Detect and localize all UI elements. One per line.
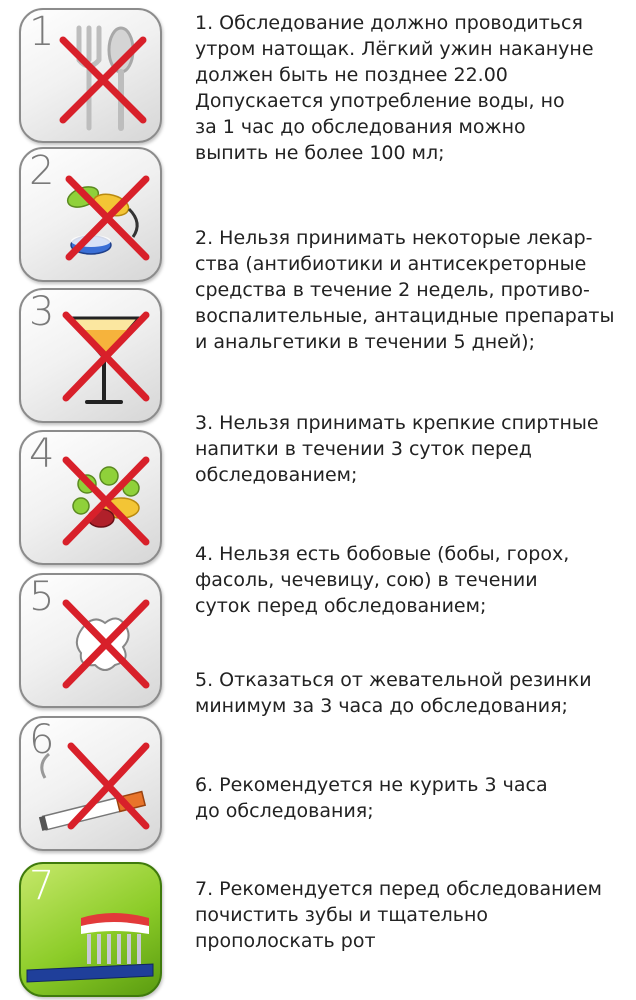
toothbrush-icon [19,862,162,997]
step-number: 4 [29,431,55,477]
instruction-line: Допускается употребление воды, но [195,90,565,112]
instruction-line: 2. Нельзя принимать некоторые лекар- [195,227,593,249]
instruction-line: выпить не более 100 мл; [195,142,445,164]
instruction-line: обследованием; [195,464,358,486]
instruction-line: 7. Рекомендуется перед обследованием [195,878,602,900]
instruction-line: почистить зубы и тщательно [195,904,489,926]
no-fork-spoon-icon [19,8,162,143]
instruction-3 [195,410,625,488]
instruction-line: 3. Нельзя принимать крепкие спиртные [195,412,599,434]
instruction-line: минимум за 3 часа до обследования; [195,695,568,717]
instruction-line: фасоль, чечевицу, сою) в течении [195,569,538,591]
no-chewing-gum-icon [19,573,162,708]
no-pills-icon [19,147,162,282]
instruction-4 [195,541,625,619]
no-smoking-icon [19,716,162,851]
step-number: 3 [29,289,55,335]
step-number: 2 [29,148,55,194]
step-number: 5 [29,574,55,620]
no-alcohol-icon [19,288,162,423]
instruction-line: до обследования; [195,800,374,822]
instruction-line: напитки в течении 3 суток перед [195,438,532,460]
instruction-line: и анальгетики в течении 5 дней); [195,331,535,353]
instruction-line: 1. Обследование должно проводиться [195,12,583,34]
instruction-line: прополоскать рот [195,930,376,952]
instruction-line: 5. Отказаться от жевательной резинки [195,669,592,691]
instruction-line: 6. Рекомендуется не курить 3 часа [195,774,548,796]
instruction-5 [195,667,625,719]
instruction-line: 4. Нельзя есть бобовые (бобы, горох, [195,543,570,565]
no-beans-icon [19,430,162,565]
instruction-2 [195,225,625,355]
instruction-line: ства (антибиотики и антисекреторные [195,253,587,275]
instruction-line: средства в течение 2 недель, противо- [195,279,590,301]
instruction-1 [195,10,625,166]
instruction-line: утром натощак. Лёгкий ужин накануне [195,38,594,60]
instruction-line: за 1 час до обследования можно [195,116,526,138]
instruction-line: воспалительные, антацидные препараты [195,305,615,327]
instruction-line: суток перед обследованием; [195,595,487,617]
instruction-line: должен быть не позднее 22.00 [195,64,508,86]
step-number: 7 [29,863,55,909]
instruction-7 [195,876,625,954]
instruction-6 [195,772,625,824]
step-number: 1 [29,9,55,55]
step-number: 6 [29,717,55,763]
